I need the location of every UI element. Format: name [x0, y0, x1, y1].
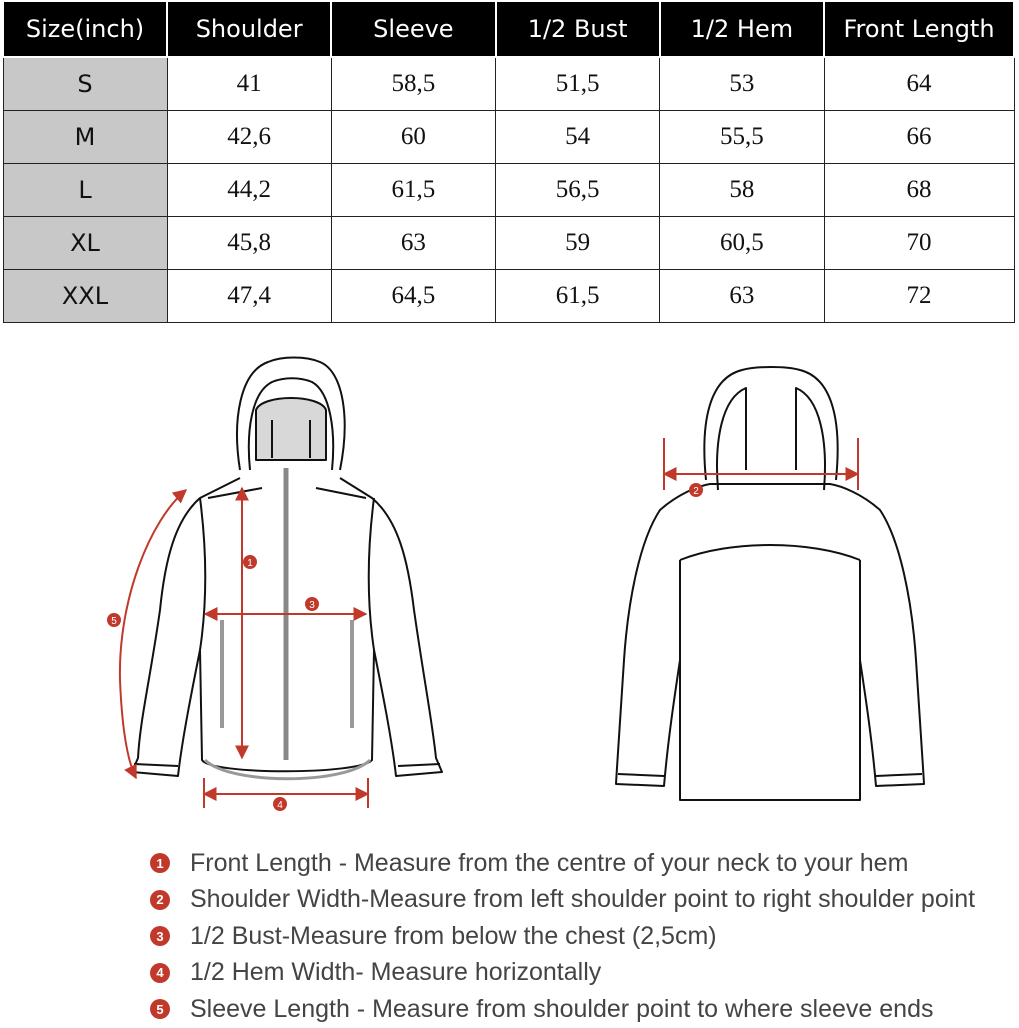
legend-item — [150, 991, 975, 1028]
front-length-cell: 66 — [824, 111, 1014, 164]
bust-cell: 61,5 — [496, 270, 660, 323]
legend-text: Shoulder Width-Measure from left shoulder point to right shoulder point — [190, 885, 976, 914]
sleeve-cell: 61,5 — [331, 164, 495, 217]
bust-cell: 56,5 — [496, 164, 660, 217]
number-badge-icon: 5 — [150, 999, 170, 1019]
size-cell: S — [3, 57, 167, 111]
legend-item — [150, 955, 975, 992]
sleeve-cell: 63 — [331, 217, 495, 270]
number-badge-icon: 4 — [150, 963, 170, 983]
bust-cell: 59 — [496, 217, 660, 270]
front-length-cell: 68 — [824, 164, 1014, 217]
svg-text:3: 3 — [309, 600, 315, 611]
svg-text:5: 5 — [111, 616, 117, 627]
header-hem: 1/2 Hem — [660, 2, 824, 57]
sleeve-cell: 58,5 — [331, 57, 495, 111]
legend-item — [150, 845, 975, 882]
marker-hem — [273, 797, 287, 811]
marker-front-length — [243, 555, 257, 569]
shoulder-cell: 45,8 — [167, 217, 331, 270]
size-cell: M — [3, 111, 167, 164]
front-jacket-illustration — [132, 358, 442, 779]
shoulder-cell: 44,2 — [167, 164, 331, 217]
header-bust: 1/2 Bust — [496, 2, 660, 57]
sleeve-cell: 64,5 — [331, 270, 495, 323]
front-length-cell: 72 — [824, 270, 1014, 323]
legend-text: Front Length - Measure from the centre of your neck to your hem — [190, 848, 909, 877]
legend-text: 1/2 Bust-Measure from below the chest (2,5cm) — [190, 921, 717, 950]
table-row — [3, 217, 1014, 270]
legend-item — [150, 918, 975, 955]
jacket-measurement-diagram — [0, 330, 1019, 840]
size-cell: XXL — [3, 270, 167, 323]
table-row — [3, 270, 1014, 323]
svg-text:4: 4 — [277, 800, 283, 811]
marker-sleeve — [107, 613, 121, 627]
shoulder-cell: 42,6 — [167, 111, 331, 164]
table-header-row — [3, 2, 1014, 57]
size-cell: L — [3, 164, 167, 217]
hem-cell: 63 — [660, 270, 824, 323]
bust-cell: 51,5 — [496, 57, 660, 111]
front-length-cell: 70 — [824, 217, 1014, 270]
legend-text: Sleeve Length - Measure from shoulder point to where sleeve ends — [190, 994, 934, 1023]
header-front-length: Front Length — [824, 2, 1014, 57]
shoulder-cell: 47,4 — [167, 270, 331, 323]
number-badge-icon: 1 — [150, 853, 170, 873]
size-chart-table — [2, 2, 1015, 323]
hem-cell: 53 — [660, 57, 824, 111]
front-length-cell: 64 — [824, 57, 1014, 111]
back-jacket-illustration — [616, 367, 924, 800]
svg-text:1: 1 — [247, 558, 253, 569]
marker-bust — [305, 597, 319, 611]
number-badge-icon: 2 — [150, 890, 170, 910]
size-cell: XL — [3, 217, 167, 270]
legend-item — [150, 882, 975, 919]
table-row — [3, 111, 1014, 164]
hem-cell: 55,5 — [660, 111, 824, 164]
number-badge-icon: 3 — [150, 926, 170, 946]
header-sleeve: Sleeve — [331, 2, 495, 57]
header-size: Size(inch) — [3, 2, 167, 57]
hem-cell: 60,5 — [660, 217, 824, 270]
bust-cell: 54 — [496, 111, 660, 164]
hem-cell: 58 — [660, 164, 824, 217]
header-shoulder: Shoulder — [167, 2, 331, 57]
shoulder-cell: 41 — [167, 57, 331, 111]
table-row — [3, 57, 1014, 111]
measurement-legend — [150, 845, 975, 1028]
legend-text: 1/2 Hem Width- Measure horizontally — [190, 958, 602, 987]
svg-text:2: 2 — [693, 486, 699, 497]
sleeve-cell: 60 — [331, 111, 495, 164]
marker-shoulder — [689, 483, 703, 497]
table-row — [3, 164, 1014, 217]
